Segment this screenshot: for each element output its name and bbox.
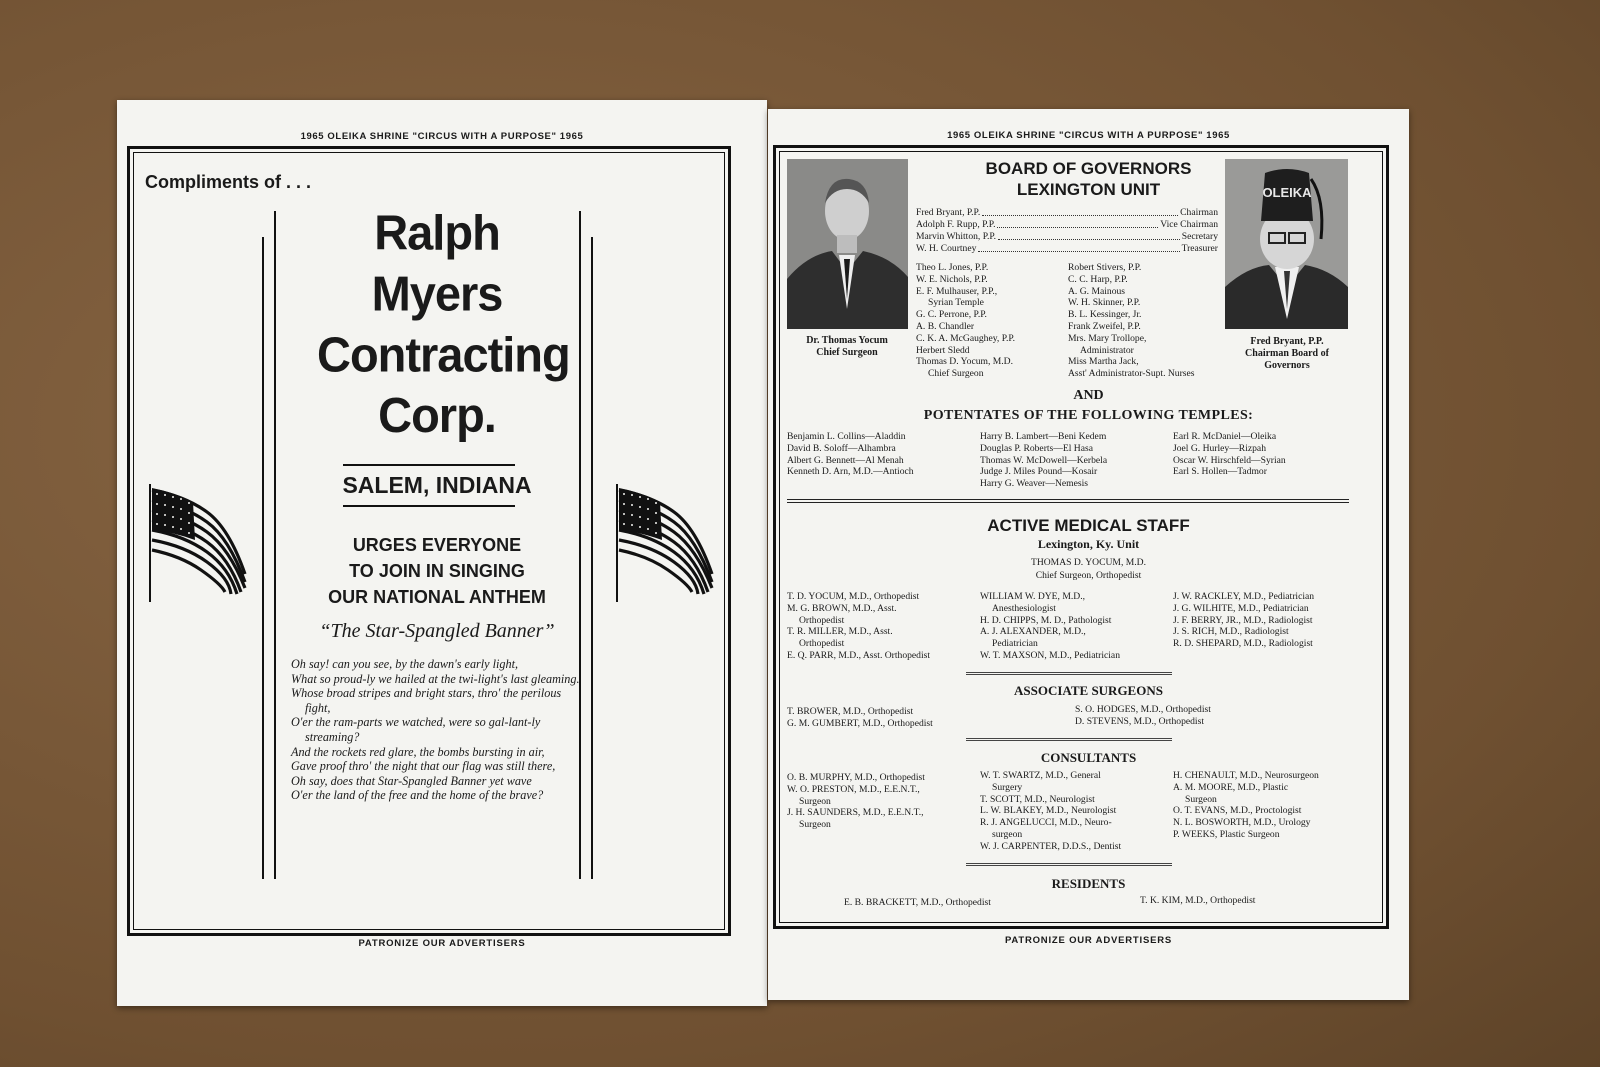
consultant: W. T. SWARTZ, M.D., General [980, 770, 1101, 781]
board-subtitle: LEXINGTON UNIT [1016, 180, 1161, 199]
board-column-2 [1068, 262, 1228, 380]
potentate: Earl S. Hollen—Tadmor [1173, 466, 1267, 478]
lyric-line: O'er the land of the free and the home of the brave? [291, 788, 544, 803]
consultant: surgeon [992, 828, 1023, 840]
short-divider [966, 674, 1172, 675]
lyric-line: And the rockets red glare, the bombs bursting in air, [291, 744, 545, 759]
staff-member: J. G. WILHITE, M.D., Pediatrician [1173, 602, 1309, 614]
board-member: Frank Zweifel, P.P. [1068, 320, 1141, 332]
staff-member: R. D. SHEPARD, M.D., Radiologist [1173, 638, 1313, 650]
potentate: Douglas P. Roberts—El Hasa [980, 442, 1093, 454]
officer-row [916, 231, 1218, 243]
staff-member: T. R. MILLER, M.D., Asst. [787, 626, 893, 638]
associate-surgeon: D. STEVENS, M.D., Orthopedist [1075, 715, 1204, 727]
staff-member: W. T. MAXSON, M.D., Pediatrician [980, 649, 1120, 661]
potentate: Thomas W. McDowell—Kerbela [980, 454, 1108, 466]
consultant: T. SCOTT, M.D., Neurologist [980, 793, 1095, 805]
anthem-lyrics [291, 657, 581, 803]
officer-row [916, 219, 1218, 231]
short-divider [966, 740, 1172, 741]
officer-role: Secretary [1181, 231, 1218, 242]
officer-name: Marvin Whitton, P.P. [916, 231, 997, 242]
potentates-title: POTENTATES OF THE FOLLOWING TEMPLES: [923, 408, 1254, 423]
vertical-rule [591, 237, 593, 879]
consultant: Surgery [992, 781, 1023, 793]
caption-line: Governors [1264, 360, 1310, 371]
consultant: W. J. CARPENTER, D.D.S., Dentist [980, 840, 1122, 852]
board-member: Administrator [1080, 344, 1134, 356]
potentate: Harry B. Lambert—Beni Kedem [980, 431, 1107, 442]
staff-member: H. D. CHIPPS, M. D., Pathologist [980, 614, 1112, 626]
chief-surgeon-name: THOMAS D. YOCUM, M.D. [1030, 557, 1147, 568]
staff-member: Anesthesiologist [992, 602, 1056, 614]
urge-line: TO JOIN IN SINGING [349, 561, 525, 581]
company-line: Ralph [374, 204, 500, 260]
caption-line: Fred Bryant, P.P. [1250, 336, 1324, 347]
lyric-line: Whose broad stripes and bright stars, thro' the perilous fight, [291, 686, 562, 715]
consultant: A. M. MOORE, M.D., Plastic [1173, 781, 1289, 793]
caption-line: Dr. Thomas Yocum [806, 335, 888, 346]
board-member: C. K. A. McGaughey, P.P. [916, 332, 1016, 344]
company-line: Myers [371, 265, 503, 321]
board-member: Mrs. Mary Trollope, [1068, 332, 1147, 344]
lyric-line: O'er the ram-parts we watched, were so gal-lant-ly streaming? [291, 715, 541, 744]
consultant: O. T. EVANS, M.D., Proctologist [1173, 805, 1302, 817]
board-member: Robert Stivers, P.P. [1068, 262, 1142, 273]
board-member: A. G. Mainous [1068, 285, 1126, 297]
residents-title: RESIDENTS [1051, 876, 1126, 891]
board-member: Miss Martha Jack, [1068, 356, 1139, 368]
staff-member: Pediatrician [992, 638, 1038, 650]
left-page [117, 100, 767, 1006]
consultants-title: CONSULTANTS [1040, 750, 1137, 765]
associate-surgeon: S. O. HODGES, M.D., Orthopedist [1075, 704, 1211, 715]
caption-line: Chief Surgeon [816, 347, 878, 358]
company-line: Corp. [378, 387, 496, 443]
associate-column-1 [787, 706, 1037, 730]
officer-role: Treasurer [1181, 243, 1218, 254]
potentate: Oscar W. Hirschfeld—Syrian [1173, 454, 1286, 466]
urge-text [292, 532, 582, 610]
section-divider [787, 502, 1349, 503]
chief-surgeon-caption [782, 335, 912, 359]
urge-line: URGES EVERYONE [352, 535, 522, 555]
staff-member: T. D. YOCUM, M.D., Orthopedist [787, 591, 920, 602]
consultants-column-3 [1173, 770, 1383, 841]
vertical-rule [262, 237, 264, 879]
consultant: L. W. BLAKEY, M.D., Neurologist [980, 805, 1117, 817]
company-name [317, 202, 570, 446]
officer-role: Vice Chairman [1160, 219, 1218, 230]
staff-member: J. W. RACKLEY, M.D., Pediatrician [1173, 591, 1315, 602]
staff-title: ACTIVE MEDICAL STAFF [987, 516, 1190, 535]
consultant: H. CHENAULT, M.D., Neurosurgeon [1173, 770, 1319, 781]
staff-column-3 [1173, 591, 1378, 650]
consultant: O. B. MURPHY, M.D., Orthopedist [787, 772, 925, 783]
board-member: G. C. Perrone, P.P. [916, 309, 987, 321]
city-rule-top [343, 464, 515, 466]
staff-member: A. J. ALEXANDER, M.D., [980, 626, 1086, 638]
staff-column-2 [980, 591, 1170, 662]
board-member: Thomas D. Yocum, M.D. [916, 356, 1014, 368]
board-member: B. L. Kessinger, Jr. [1068, 309, 1142, 321]
short-divider [966, 865, 1172, 866]
vertical-rule [274, 211, 276, 879]
city-text: SALEM, INDIANA [342, 472, 532, 498]
compliments-text: Compliments of . . . [145, 172, 312, 192]
running-head: 1965 OLEIKA SHRINE "CIRCUS WITH A PURPOSE" 1965 [300, 131, 584, 142]
consultants-column-2 [980, 770, 1175, 853]
company-line: Contracting [317, 326, 570, 382]
consultant: J. H. SAUNDERS, M.D., E.E.N.T., [787, 807, 924, 819]
consultant: W. O. PRESTON, M.D., E.E.N.T., [787, 783, 920, 795]
urge-line: OUR NATIONAL ANTHEM [328, 587, 546, 607]
staff-member: WILLIAM W. DYE, M.D., [980, 591, 1085, 602]
caption-line: Chairman Board of [1245, 348, 1329, 359]
board-member: W. H. Skinner, P.P. [1068, 297, 1141, 309]
board-member: Herbert Sledd [916, 344, 970, 356]
consultant: N. L. BOSWORTH, M.D., Urology [1173, 817, 1311, 829]
officer-name: W. H. Courtney [916, 243, 977, 254]
staff-member: Orthopedist [799, 638, 845, 650]
page-footer: PATRONIZE OUR ADVERTISERS [358, 938, 526, 949]
short-divider [966, 863, 1172, 864]
chief-surgeon-role: Chief Surgeon, Orthopedist [1035, 570, 1142, 581]
lyric-line: Oh say! can you see, by the dawn's early light, [291, 657, 519, 671]
officer-name: Fred Bryant, P.P. [916, 207, 981, 218]
anthem-title: “The Star-Spangled Banner” [319, 620, 555, 642]
board-column-1 [916, 262, 1066, 380]
board-member: Syrian Temple [928, 297, 984, 309]
board-member: A. B. Chandler [916, 320, 975, 332]
associate-column-2 [1075, 704, 1325, 728]
associate-surgeon: G. M. GUMBERT, M.D., Orthopedist [787, 717, 933, 729]
potentates-column-1 [787, 431, 977, 478]
short-divider [966, 738, 1172, 739]
potentate: Harry G. Weaver—Nemesis [980, 478, 1089, 490]
staff-member: J. S. RICH, M.D., Radiologist [1173, 626, 1289, 638]
lyric-line: Oh say, does that Star-Spangled Banner yet wave [291, 773, 532, 788]
potentate: Earl R. McDaniel—Oleika [1173, 431, 1277, 442]
board-member: Chief Surgeon [928, 368, 984, 380]
resident: E. B. BRACKETT, M.D., Orthopedist [844, 897, 991, 908]
chairman-caption [1218, 336, 1356, 372]
associate-surgeon: T. BROWER, M.D., Orthopedist [787, 706, 914, 717]
consultant: R. J. ANGELUCCI, M.D., Neuro- [980, 817, 1112, 829]
officer-row [916, 207, 1218, 219]
potentates-column-3 [1173, 431, 1373, 478]
flag-icon [145, 482, 249, 604]
resident: T. K. KIM, M.D., Orthopedist [1140, 895, 1256, 906]
board-member: C. C. Harp, P.P. [1068, 273, 1128, 285]
running-head: 1965 OLEIKA SHRINE "CIRCUS WITH A PURPOSE" 1965 [947, 130, 1230, 141]
staff-column-1 [787, 591, 982, 662]
lyric-line: What so proud-ly we hailed at the twi-light's last gleaming. [291, 671, 580, 686]
short-divider [966, 672, 1172, 673]
officer-name: Adolph F. Rupp, P.P. [916, 219, 996, 230]
and-heading: AND [1073, 388, 1104, 403]
city-rule-bottom [343, 505, 515, 507]
board-member: E. F. Mulhauser, P.P., [916, 285, 998, 297]
staff-member: M. G. BROWN, M.D., Asst. [787, 602, 897, 614]
board-title: BOARD OF GOVERNORS [985, 159, 1192, 178]
potentate: Judge J. Miles Pound—Kosair [980, 466, 1098, 478]
associate-title: ASSOCIATE SURGEONS [1014, 683, 1163, 698]
svg-text:OLEIKA: OLEIKA [1262, 185, 1312, 200]
board-member: Asst' Administrator-Supt. Nurses [1068, 368, 1195, 380]
board-member: Theo L. Jones, P.P. [916, 262, 989, 273]
officer-role: Chairman [1180, 207, 1218, 218]
consultant: Surgeon [799, 795, 831, 807]
consultants-column-1 [787, 772, 982, 831]
potentate: Kenneth D. Arn, M.D.—Antioch [787, 466, 914, 478]
consultant: Surgeon [1185, 793, 1217, 805]
potentate: David B. Soloff—Alhambra [787, 442, 896, 454]
consultant: P. WEEKS, Plastic Surgeon [1173, 828, 1280, 840]
staff-member: J. F. BERRY, JR., M.D., Radiologist [1173, 614, 1313, 626]
potentates-column-2 [980, 431, 1170, 490]
flag-icon [612, 482, 716, 604]
lyric-line: Gave proof thro' the night that our flag was still there, [291, 759, 556, 774]
staff-member: Orthopedist [799, 614, 845, 626]
potentate: Albert G. Bennett—Al Menah [787, 454, 904, 466]
consultant: Surgeon [799, 819, 831, 831]
potentate: Benjamin L. Collins—Aladdin [787, 431, 906, 442]
potentate: Joel G. Hurley—Rizpah [1173, 442, 1266, 454]
staff-subtitle: Lexington, Ky. Unit [1037, 537, 1140, 551]
page-footer: PATRONIZE OUR ADVERTISERS [1004, 935, 1173, 946]
section-divider [787, 499, 1349, 500]
officer-row [916, 243, 1218, 255]
right-page [768, 109, 1409, 1000]
board-member: W. E. Nichols, P.P. [916, 273, 988, 285]
staff-member: E. Q. PARR, M.D., Asst. Orthopedist [787, 649, 931, 661]
